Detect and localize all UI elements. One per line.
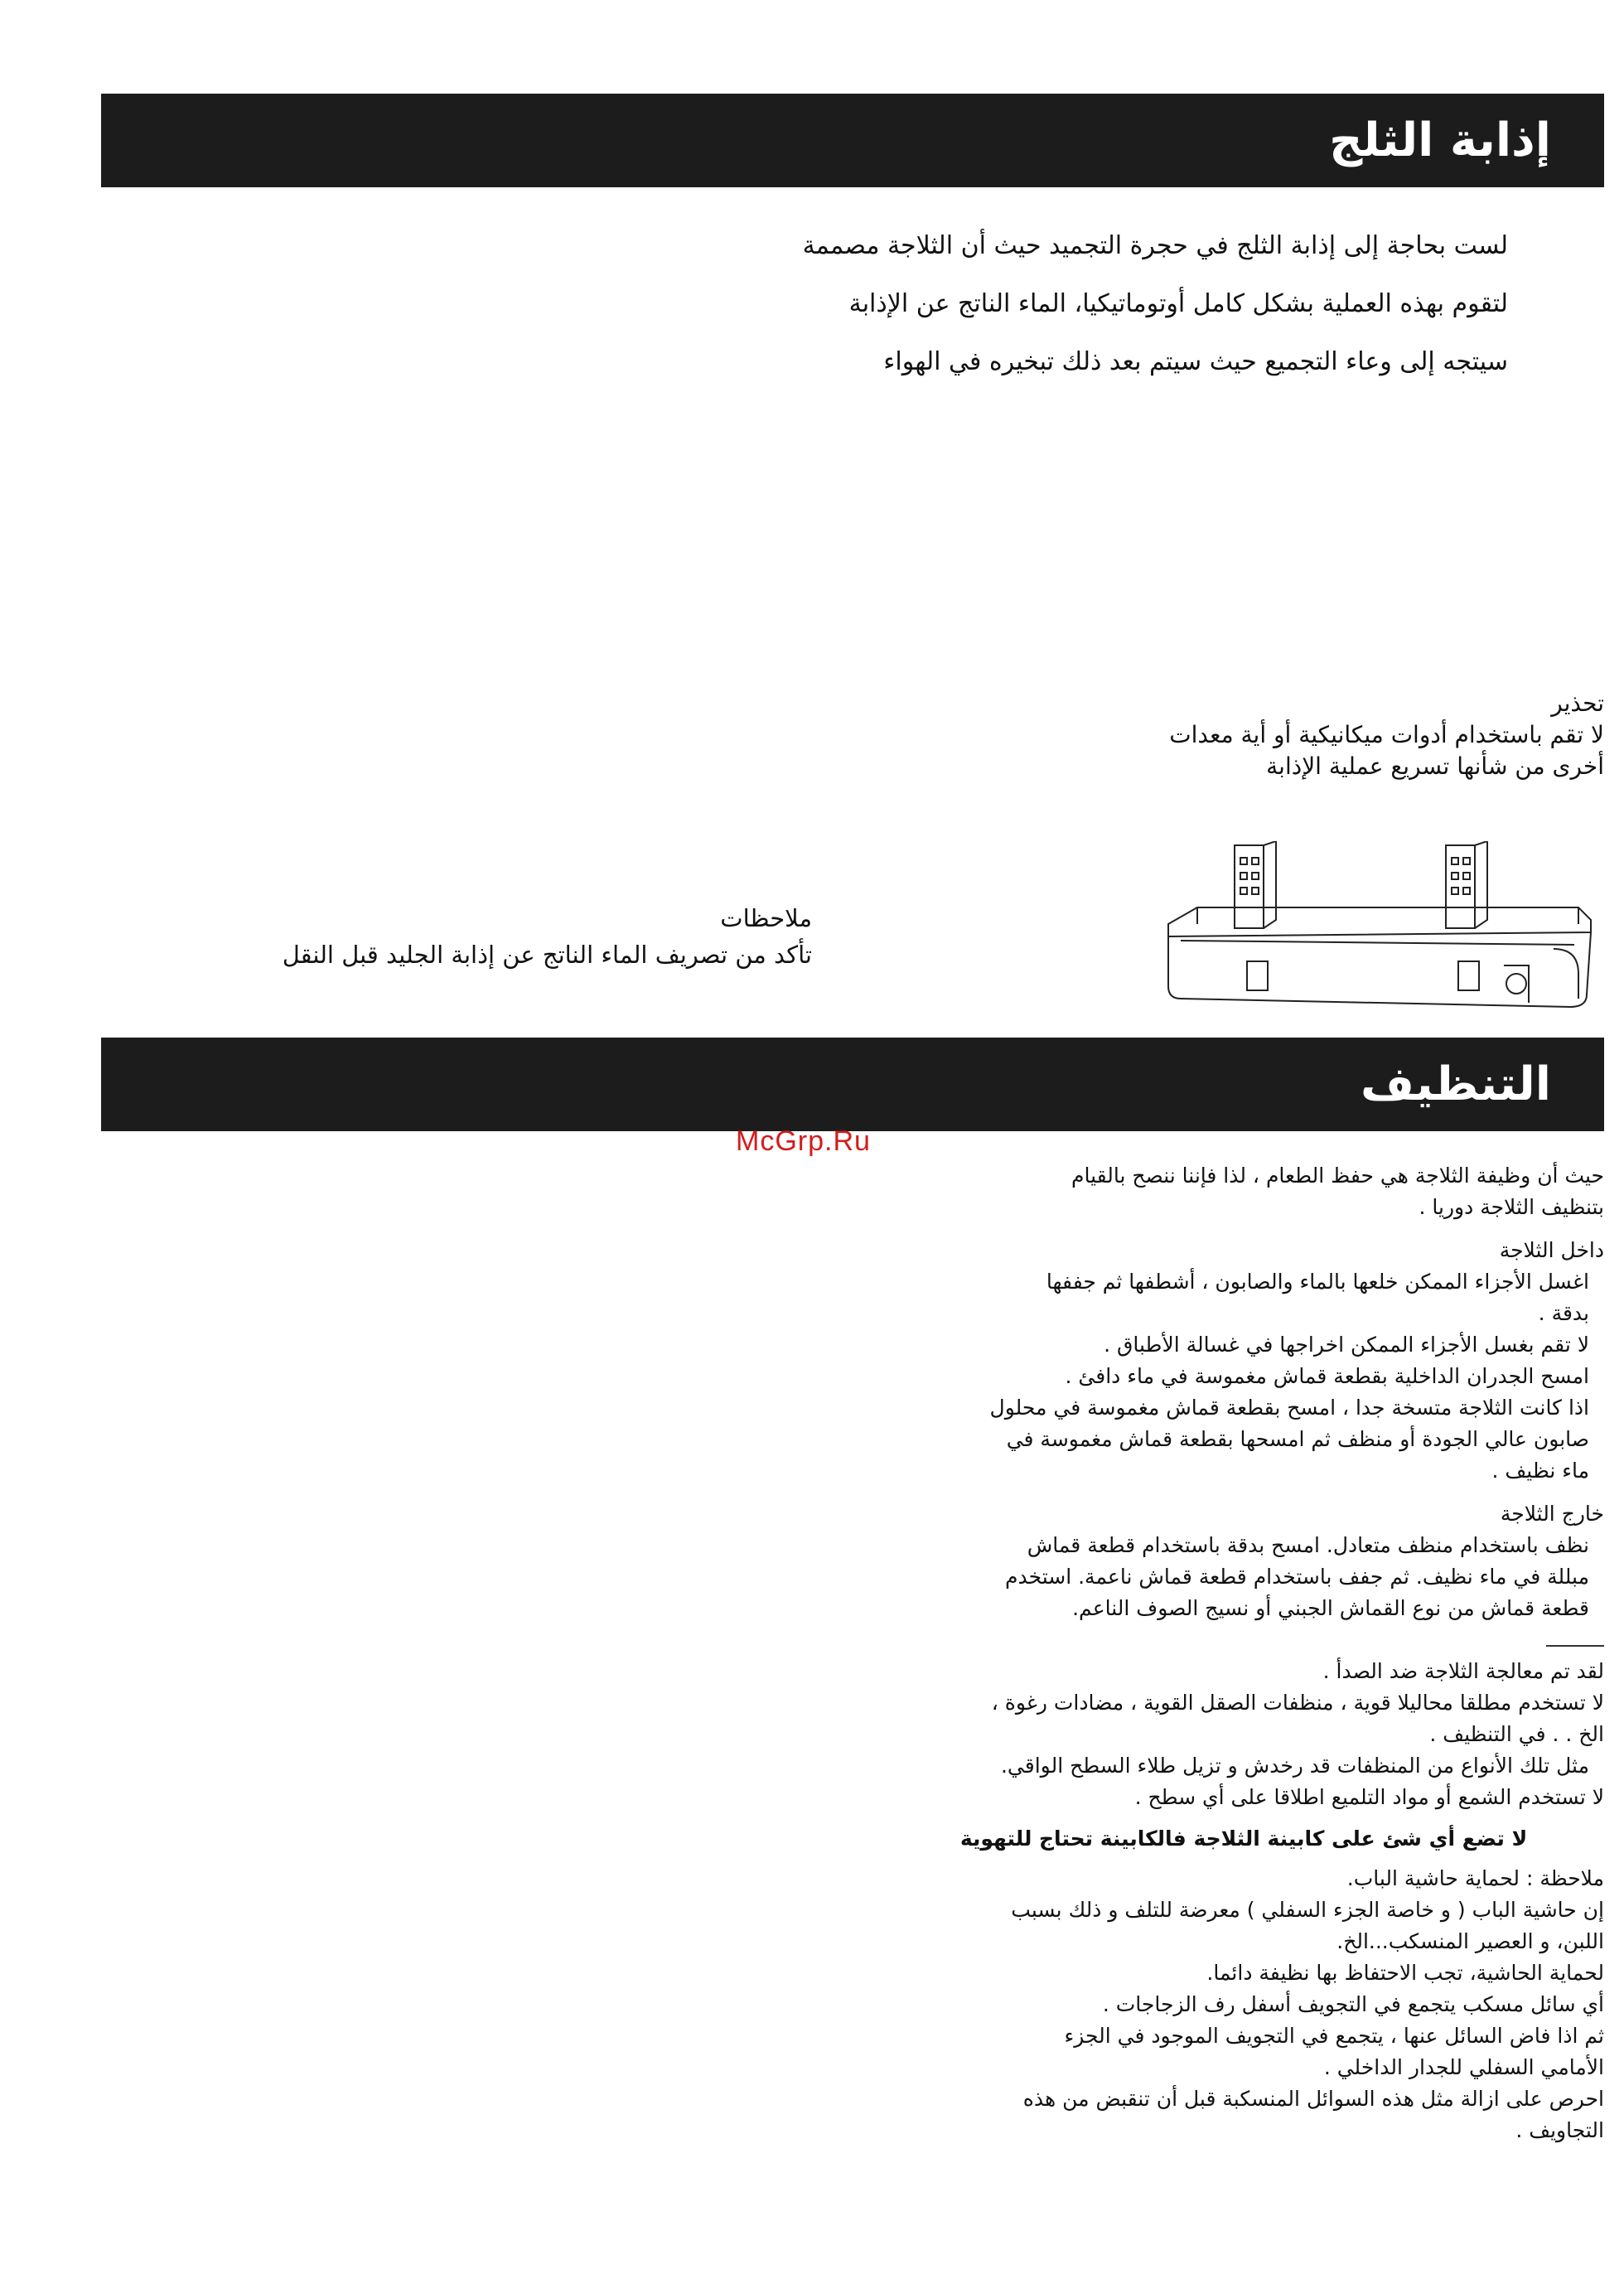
drain-line: التجاويف . [1515,2118,1604,2142]
caution-line: لقد تم معالجة الثلاجة ضد الصدأ . [1322,1659,1604,1683]
warning-line: أخرى من شأنها تسريع عملية الإذابة [1266,752,1604,780]
outside-heading: خارج الثلاجة [1500,1502,1604,1526]
caution-line: لا تستخدم مطلقا محاليلا قوية ، منظفات الصقل القوية ، مضادات رغوة ، [991,1691,1604,1715]
inside-line: اذا كانت الثلاجة متسخة جدا ، امسح بقطعة قماش مغموسة في محلول [989,1396,1589,1420]
drip-tray-illustration-icon [1164,841,1595,1023]
caution-line: لا تستخدم الشمع أو مواد التلميع اطلاقا على أي سطح . [1134,1785,1604,1809]
outside-line: قطعة قماش من نوع القماش الجبني أو نسيج الصوف الناعم. [1072,1596,1589,1620]
outside-line: نظف باستخدام منظف متعادل. امسح بدقة باستخدام قطعة قماش [1027,1533,1589,1557]
caution-line: الخ . . في التنظيف . [1429,1722,1604,1746]
intro-line: حيث أن وظيفة الثلاجة هي حفظ الطعام ، لذا فإننا ننصح بالقيام [1071,1164,1604,1188]
door-note-line: إن حاشية الباب ( و خاصة الجزء السفلي ) معرضة للتلف و ذلك بسبب [1011,1898,1604,1922]
cleaning-body [883,1160,1604,2146]
intro-line: بتنظيف الثلاجة دوريا . [1419,1195,1604,1219]
cleaning-header-bar [101,1038,1604,1131]
watermark: McGrp.Ru [736,1125,871,1157]
inside-heading: داخل الثلاجة [1499,1238,1604,1262]
inside-line: بدقة . [1538,1301,1589,1325]
door-note-line: لحماية الحاشية، تجب الاحتفاظ بها نظيفة دائما. [1206,1961,1604,1985]
inside-line: صابون عالي الجودة أو منظف ثم امسحها بقطعة قماش مغموسة في [1006,1427,1589,1451]
defrost-line: لتقوم بهذه العملية بشكل كامل أوتوماتيكيا، الماء الناتج عن الإذابة [848,289,1508,318]
cleaning-title: التنظيف [1360,1057,1551,1111]
inside-line: امسح الجدران الداخلية بقطعة قماش مغموسة في ماء دافئ . [1065,1364,1589,1388]
inside-line: اغسل الأجزاء الممكن خلعها بالماء والصابون ، أشطفها ثم جففها [1046,1270,1589,1294]
warning-line: لا تقم باستخدام أدوات ميكانيكية أو أية معدات [1169,721,1604,748]
warning-heading: تحذير [1551,690,1604,717]
caution-line: مثل تلك الأنواع من المنظفات قد رخدش و تزيل طلاء السطح الواقي. [1000,1754,1589,1778]
defrost-line: لست بحاجة إلى إذابة الثلج في حجرة التجميد حيث أن الثلاجة مصممة [802,231,1508,260]
drain-line: أي سائل مسكب يتجمع في التجويف أسفل رف الزجاجات . [1102,1992,1604,2016]
drain-line: احرص على ازالة مثل هذه السوائل المنسكبة قبل أن تنقبض من هذه [1022,2087,1604,2111]
inside-line: ماء نظيف . [1491,1459,1589,1483]
door-note-line: ملاحظة : لحماية حاشية الباب. [1346,1866,1604,1890]
inside-line: لا تقم بغسل الأجزاء الممكن اخراجها في غسالة الأطباق . [1104,1333,1589,1357]
defrost-header-bar [101,94,1604,187]
drain-line: ثم اذا فاض السائل عنها ، يتجمع في التجويف الموجود في الجزء [1064,2024,1604,2048]
notes-heading: ملاحظات [720,904,812,932]
ventilation-emphasis: لا تضع أي شئ على كابينة الثلاجة فالكابينة تحتاج للتهوية [959,1827,1528,1851]
drain-line: الأمامي السفلي للجدار الداخلي . [1323,2055,1604,2079]
defrost-line: سيتجه إلى وعاء التجميع حيث سيتم بعد ذلك تبخيره في الهواء [883,347,1508,376]
defrost-title: إذابة الثلج [1329,114,1551,167]
door-note-line: اللبن، و العصير المنسكب...الخ. [1336,1929,1604,1953]
warning-block [858,688,1604,782]
defrost-body [679,217,1508,391]
outside-line: مبللة في ماء نظيف. ثم جفف باستخدام قطعة قماش ناعمة. استخدم [1004,1565,1589,1589]
notes-block [166,900,812,973]
caution-divider [883,1624,1604,1656]
notes-text: تأكد من تصريف الماء الناتج عن إذابة الجليد قبل النقل [282,941,812,969]
